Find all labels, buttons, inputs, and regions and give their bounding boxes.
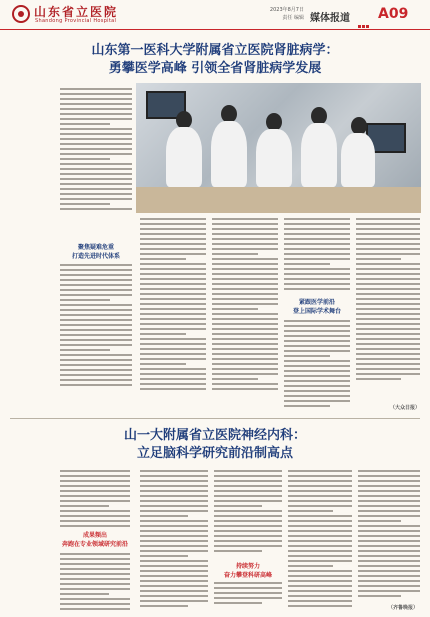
brand-name: 山东省立医院 <box>34 5 119 19</box>
article2-column-4 <box>288 470 352 610</box>
section-title: 媒体报道 <box>310 13 350 24</box>
article1-title-line1: 山东第一医科大学附属省立医院肾脏病学： <box>91 43 339 58</box>
article1-photo <box>136 83 421 213</box>
article1-column-4-lower <box>284 320 350 410</box>
article2-column-3-lower <box>214 582 282 607</box>
page-number: A09 <box>378 6 409 22</box>
article2-column-2 <box>140 470 208 610</box>
article1-column-3 <box>212 218 278 393</box>
article1-title <box>0 42 430 78</box>
decorative-dots-icon <box>358 13 372 17</box>
article1-column-4 <box>284 218 350 293</box>
article2-title-line2: 立足脑科学研究前沿制高点 <box>136 446 293 461</box>
article2-column-5 <box>358 470 420 600</box>
article1-column-2 <box>140 218 206 393</box>
article2-title-line1: 山一大附属省立医院神经内科： <box>123 428 306 443</box>
brand-english: Shandong Provincial Hospital <box>35 18 117 24</box>
article2-column-1-lower <box>60 553 130 613</box>
article2-credit: （齐鲁晚报） <box>388 605 419 611</box>
article-divider <box>10 418 420 419</box>
issue-info <box>262 6 304 22</box>
issue-editor: 责任 编辑 <box>282 15 304 21</box>
masthead <box>0 0 430 30</box>
article1-subhead2: 紧跟医学前沿 登上国际学术舞台 <box>292 299 341 315</box>
article2-title <box>0 427 430 463</box>
article2-subhead1: 成果频出 奔跑在专业领域研究前沿 <box>61 532 128 548</box>
article1-subhead1: 聚焦疑难危重 打造先进时代体系 <box>71 244 120 260</box>
article1-column-left <box>60 88 132 213</box>
article2-column-3 <box>214 470 282 555</box>
article1-column-left-lower <box>60 264 132 389</box>
article2-subhead2: 持续努力 奋力攀登科研高峰 <box>223 563 272 579</box>
hospital-logo-icon <box>12 5 30 23</box>
article1-title-line2: 勇攀医学高峰 引领全省肾脏病学发展 <box>108 61 322 76</box>
article1-credit: （大众日报） <box>390 405 421 411</box>
issue-date: 2023年8月7日 <box>269 7 304 13</box>
article2-column-1 <box>60 470 130 530</box>
article1-column-5 <box>356 218 420 383</box>
